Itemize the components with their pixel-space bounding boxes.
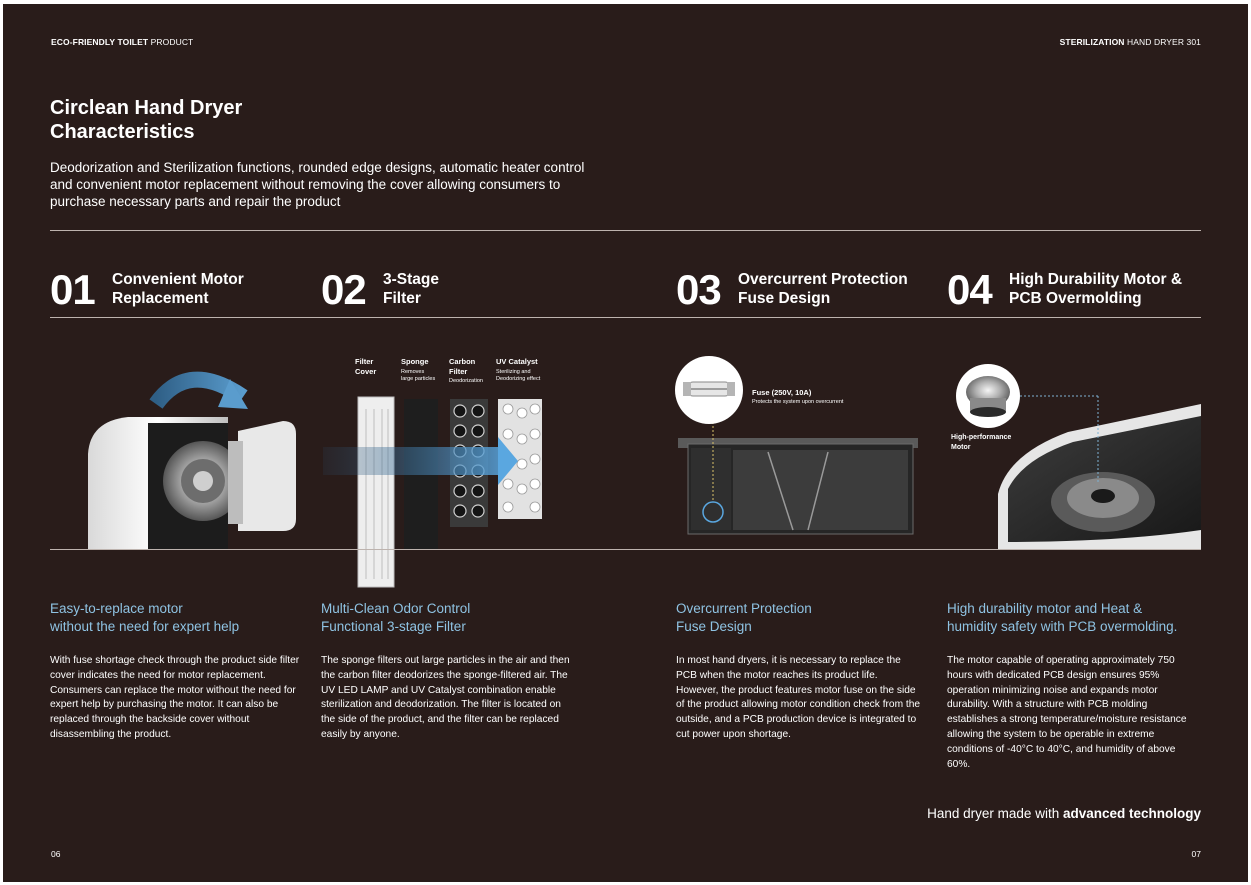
- motor-callout-line2: Motor: [951, 444, 971, 451]
- feature-2-title-line1: 3-Stage: [383, 271, 439, 288]
- intro-paragraph: Deodorization and Sterilization functions, rounded edge designs, automatic heater control and convenient motor replacement without removing the cover allowing consumers to purchase necessary parts and repair the product: [50, 160, 585, 209]
- filter-label-uv: [496, 357, 538, 367]
- feature-1-subtitle-line2: without the need for expert help: [50, 619, 240, 634]
- filter-label-uv-note2: Deodorizing effect: [496, 376, 541, 382]
- divider-top: [50, 230, 1201, 231]
- filter-label-sponge-note1: Removes: [401, 369, 425, 375]
- page-title-line1: Circlean Hand Dryer: [50, 97, 243, 119]
- feature-3-number: 03: [676, 266, 721, 313]
- footer-tagline-prefix: Hand dryer made with: [927, 806, 1063, 821]
- feature-4-title: [1009, 270, 1182, 308]
- feature-2-subtitle-line1: Multi-Clean Odor Control: [321, 601, 471, 616]
- header-left: [51, 37, 193, 47]
- feature-3-title: [738, 270, 908, 308]
- feature-2-title-line2: Filter: [383, 290, 421, 307]
- page-title-line2: Characteristics: [50, 121, 195, 143]
- header-right-rest: HAND DRYER 301: [1124, 37, 1201, 47]
- divider-images: [50, 549, 1201, 550]
- fuse-callout-note: Protects the system upon overcurrent: [752, 399, 844, 405]
- header-left-rest: PRODUCT: [148, 37, 194, 47]
- filter-label-uv-note: [496, 369, 540, 383]
- header-left-bold: ECO-FRIENDLY TOILET: [51, 37, 149, 47]
- page-number-left: 06: [51, 849, 61, 859]
- feature-3-subtitle-line1: Overcurrent Protection: [676, 601, 812, 616]
- feature-4-title-line2: PCB Overmolding: [1009, 290, 1142, 307]
- footer-tagline-bold: advanced technology: [1062, 806, 1201, 821]
- filter-label-uv-note1: Sterilizing and: [496, 369, 531, 375]
- feature-3-subtitle-line2: Fuse Design: [676, 619, 752, 634]
- feature-1-description: With fuse shortage check through the product side filter cover indicates the need for motor replacement. Consumers can replace the motor without the need for expert help by purchasing the motor. It can also be replaced through the backside cover without disassembling the product.: [50, 655, 300, 740]
- feature-1-title-line2: Replacement: [112, 290, 209, 307]
- fuse-callout-label: Fuse (250V, 10A): [752, 388, 812, 397]
- header-right: [1060, 37, 1201, 47]
- filter-label-cover: [355, 357, 376, 377]
- fuse-design-illustration: [673, 352, 923, 537]
- feature-2-description: The sponge filters out large particles in the air and then the carbon filter deodorizes the sponge-filtered air. The UV LED LAMP and UV Catalyst combination enable sterilization and deodorization. The filter is located on the side of the product, and the filter can be replaced easily by anyone.: [321, 655, 570, 740]
- feature-2-subtitle-line2: Functional 3-stage Filter: [321, 619, 466, 634]
- filter-label-sponge-note: [401, 369, 435, 383]
- motor-callout-line1: High-performance: [951, 434, 1012, 441]
- filter-label-carbon-title1: Carbon: [449, 357, 476, 366]
- motor-callout: [951, 433, 1011, 453]
- feature-2-number: 02: [321, 266, 366, 313]
- filter-label-carbon-note: Deodorization: [449, 378, 483, 384]
- feature-1-title-line1: Convenient Motor: [112, 271, 244, 288]
- feature-1-title: [112, 270, 244, 308]
- feature-4-subtitle-line2: humidity safety with PCB overmolding.: [947, 619, 1178, 634]
- feature-4-description: The motor capable of operating approximately 750 hours with dedicated PCB design ensures 95% operation minimizing noise and expands motor durability. With a structure with PCB molding establishes a strong temperature/moisture resistance allowing the system to be operable in extreme conditions of -40°C to 40°C, and humidity of above 60%.: [947, 655, 1187, 770]
- feature-4-subtitle-line1: High durability motor and Heat &: [947, 601, 1143, 616]
- filter-label-sponge: [401, 357, 429, 367]
- feature-1-subtitle-line1: Easy-to-replace motor: [50, 601, 183, 616]
- filter-label-carbon-title2: Filter: [449, 367, 468, 376]
- brochure-spread: [3, 4, 1248, 882]
- divider-features: [50, 317, 1201, 318]
- filter-label-cover-title2: Cover: [355, 367, 377, 376]
- feature-1-number: 01: [50, 266, 95, 313]
- header-right-bold: STERILIZATION: [1059, 37, 1125, 47]
- filter-label-cover-title1: Filter: [355, 357, 374, 366]
- feature-1-subtitle: [50, 600, 239, 636]
- feature-3-title-line2: Fuse Design: [738, 290, 831, 307]
- page-title: [50, 96, 242, 144]
- feature-2-subtitle: [321, 600, 470, 636]
- feature-3-subtitle: [676, 600, 812, 636]
- filter-label-carbon: [449, 357, 475, 377]
- feature-2-title: [383, 270, 439, 308]
- feature-3-title-line1: Overcurrent Protection: [738, 271, 908, 288]
- filter-label-uv-title1: UV Catalyst: [496, 357, 538, 366]
- feature-4-title-line1: High Durability Motor &: [1009, 271, 1183, 288]
- filter-label-sponge-note2: large particles: [401, 376, 436, 382]
- filter-label-sponge-title1: Sponge: [401, 357, 429, 366]
- three-stage-filter-illustration: [318, 389, 568, 589]
- motor-replacement-illustration: [78, 359, 308, 549]
- feature-4-number: 04: [947, 266, 992, 313]
- feature-4-subtitle: [947, 600, 1177, 636]
- feature-3-description: In most hand dryers, it is necessary to replace the PCB when the motor reaches its product life. However, the product features motor fuse on the side of the product allowing motor condition check from the outside, and a PCB production device is integrated to cut power upon shortage.: [676, 655, 921, 740]
- page-number-right: 07: [1191, 849, 1201, 859]
- footer-tagline: [927, 806, 1201, 821]
